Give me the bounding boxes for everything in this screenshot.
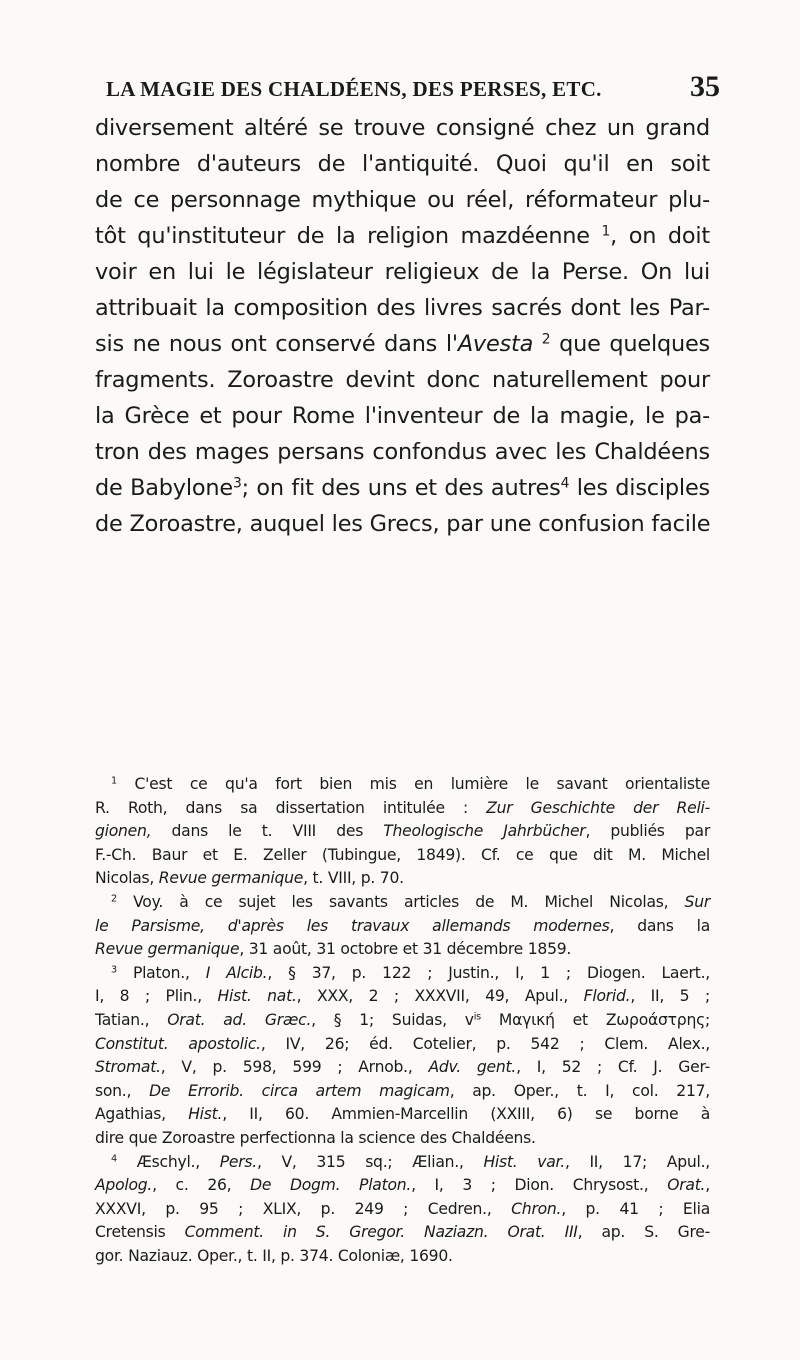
- avesta-title: Avesta: [457, 331, 534, 357]
- main-text: [95, 110, 710, 542]
- text-line: voir en lui le législateur religieux de la Perse. On lui: [95, 259, 710, 285]
- running-title: LA MAGIE DES CHALDÉENS, DES PERSES, ETC.: [106, 77, 602, 101]
- footnote-2: $^2$ Voy. à ce sujet les savants articles de M. Michel Nicolas, Sur le Parsisme, d'après les travaux allemands modernes, dans la Revue germanique, 31 août, 31 octobre et 31 décembre 1859.: [95, 892, 710, 959]
- footnote-ref-4: 4: [560, 475, 570, 492]
- text-line: de Babylone$^3$; on fit des uns et des autres$^4$ les disciples: [95, 475, 710, 501]
- text-line: nombre d'auteurs de l'antiquité. Quoi qu'il en soit: [95, 151, 710, 177]
- text-line: attribuait la composition des livres sacrés dont les Par-: [95, 295, 710, 321]
- footnote-ref-1: 1: [601, 223, 611, 240]
- footnote-marker: 1: [111, 775, 117, 787]
- text-line: diversement altéré se trouve consigné chez un grand: [95, 115, 710, 141]
- text-line: fragments. Zoroastre devint donc naturellement pour: [95, 367, 710, 393]
- footnote-marker: 4: [111, 1153, 117, 1165]
- text-line: la Grèce et pour Rome l'inventeur de la magie, le pa-: [95, 403, 710, 429]
- footnote-marker: 2: [111, 893, 117, 905]
- footnote-1: $^1$ C'est ce qu'a fort bien mis en lumière le savant orientaliste R. Roth, dans sa dissertation intitulée : Zur Geschichte der Reli- gionen, dans le t. VIII des Theologische Jahrbücher, publiés par F.-Ch. Baur et E. Zeller (Tubingue, 1849). Cf. ce que dit M. Michel Nicolas, Revue germanique, t. VIII, p. 70.: [95, 775, 710, 888]
- text-line: tron des mages persans confondus avec les Chaldéens: [95, 439, 710, 465]
- footnotes: [95, 773, 710, 1268]
- text-line: tôt qu'instituteur de la religion mazdéenne $^1$, on doit: [95, 223, 710, 249]
- text-line: sis ne nous ont conservé dans l'Avesta $^2$ que quelques: [95, 331, 711, 357]
- text-line: de ce personnage mythique ou réel, réformateur plu-: [95, 187, 710, 213]
- page-number: 35: [690, 70, 720, 103]
- footnote-marker: 3: [111, 964, 117, 976]
- text-line: de Zoroastre, auquel les Grecs, par une confusion facile: [95, 511, 711, 537]
- footnote-ref-3: 3: [232, 475, 242, 492]
- footnote-ref-2: 2: [541, 331, 551, 348]
- running-header: [100, 70, 720, 104]
- footnote-4: $^4$ Æschyl., Pers., V, 315 sq.; Ælian., Hist. var., II, 17; Apul., Apolog., c. 26, De Dogm. Platon., I, 3 ; Dion. Chrysost., Orat., XXXVI, p. 95 ; XLIX, p. 249 ; Cedren., Chron., p. 41 ; Elia Cretensis Comment. in S. Gregor. Naziazn. Orat. III, ap. S. Gre- gor. Naziauz. Oper., t. II, p. 374. Coloniæ, 1690.: [95, 1152, 711, 1265]
- footnote-3: $^3$ Platon., I Alcib., § 37, p. 122 ; Justin., I, 1 ; Diogen. Laert., I, 8 ; Plin., Hist. nat., XXX, 2 ; XXXVII, 49, Apul., Florid., II, 5 ; Tatian., Orat. ad. Græc., § 1; Suidas, $v^{is}$ Μαγική et Ζωροάστρης; Constitut. apostolic., IV, 26; éd. Cotelier, p. 542 ; Clem. Alex., Stromat., V, p. 598, 599 ; Arnob., Adv. gent., I, 52 ; Cf. J. Ger- son., De Errorib. circa artem magicam, ap. Oper., t. I, col. 217, Agathias, Hist., II, 60. Ammien-Marcellin (XXIII, 6) se borne à dire que Zoroastre perfectionna la science des Chaldéens.: [95, 963, 710, 1147]
